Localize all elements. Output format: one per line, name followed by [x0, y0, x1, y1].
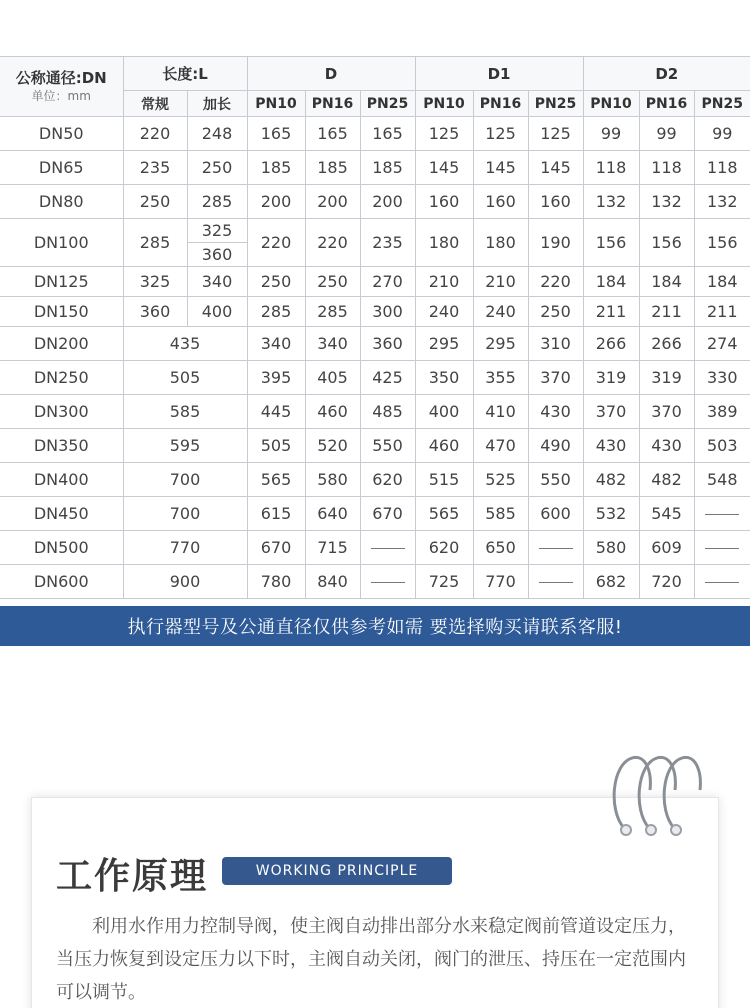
table-cell: 250 [528, 297, 583, 327]
dash-placeholder [705, 514, 739, 515]
table-cell: 118 [694, 151, 750, 185]
table-cell: 300 [360, 297, 415, 327]
notice-banner: 执行器型号及公通直径仅供参考如需 要选择购买请联系客服! [0, 606, 750, 646]
table-cell: 156 [694, 219, 750, 267]
table-cell: 319 [583, 361, 639, 395]
table-cell: 460 [415, 429, 473, 463]
dn-cell: DN50 [0, 117, 123, 151]
table-cell: 609 [639, 531, 694, 565]
table-cell: 670 [247, 531, 305, 565]
table-cell: 725 [415, 565, 473, 599]
length-normal-header: 常规 [123, 91, 187, 117]
table-cell: 285 [247, 297, 305, 327]
dash-placeholder [705, 582, 739, 583]
table-cell: 319 [639, 361, 694, 395]
table-cell: 620 [360, 463, 415, 497]
length-cell: 900 [123, 565, 247, 599]
table-cell: 132 [583, 185, 639, 219]
table-cell: 211 [583, 297, 639, 327]
length-cell: 505 [123, 361, 247, 395]
table-cell [694, 565, 750, 599]
table-cell: 211 [694, 297, 750, 327]
table-cell: 470 [473, 429, 528, 463]
length-normal-cell: 250 [123, 185, 187, 219]
length-long-cell: 360 [187, 243, 247, 267]
table-row [0, 497, 750, 531]
table-row [0, 429, 750, 463]
table-cell: 235 [360, 219, 415, 267]
table-cell: 118 [639, 151, 694, 185]
table-cell: 640 [305, 497, 360, 531]
table-cell: 770 [473, 565, 528, 599]
table-cell: 405 [305, 361, 360, 395]
table-row [0, 327, 750, 361]
length-normal-cell: 235 [123, 151, 187, 185]
section-subtitle-badge: WORKING PRINCIPLE [222, 857, 452, 885]
length-long-cell: 248 [187, 117, 247, 151]
dn-cell: DN100 [0, 219, 123, 267]
length-normal-cell: 360 [123, 297, 187, 327]
table-cell: 780 [247, 565, 305, 599]
table-cell [528, 565, 583, 599]
dn-cell: DN65 [0, 151, 123, 185]
binder-rings-icon [606, 750, 706, 850]
table-cell: 715 [305, 531, 360, 565]
table-cell: 565 [415, 497, 473, 531]
table-cell: 310 [528, 327, 583, 361]
table-cell: 682 [583, 565, 639, 599]
section-body-text: 利用水作用力控制导阀，使主阀自动排出部分水来稳定阀前管道设定压力，当压力恢复到设定压力以下时，主阀自动关闭，阀门的泄压、持压在一定范围内可以调节。 [56, 916, 686, 1003]
table-cell: 565 [247, 463, 305, 497]
table-cell: 295 [415, 327, 473, 361]
table-cell: 520 [305, 429, 360, 463]
table-cell: 395 [247, 361, 305, 395]
dash-placeholder [539, 582, 573, 583]
table-row [0, 267, 750, 297]
length-normal-cell: 285 [123, 219, 187, 267]
table-cell: 360 [360, 327, 415, 361]
table-cell: 545 [639, 497, 694, 531]
table-cell: 550 [528, 463, 583, 497]
table-cell: 145 [473, 151, 528, 185]
pn-header: PN16 [305, 91, 360, 117]
table-cell: 165 [247, 117, 305, 151]
length-long-cell: 325 [187, 219, 247, 243]
table-cell: 615 [247, 497, 305, 531]
table-cell: 580 [583, 531, 639, 565]
d2-header: D2 [583, 57, 750, 91]
table-cell: 250 [247, 267, 305, 297]
table-cell: 585 [473, 497, 528, 531]
table-cell [694, 531, 750, 565]
table-cell: 274 [694, 327, 750, 361]
table-cell [360, 531, 415, 565]
table-row [0, 565, 750, 599]
table-cell: 185 [247, 151, 305, 185]
length-long-cell: 400 [187, 297, 247, 327]
table-cell: 370 [528, 361, 583, 395]
dn-header: 公称通径:DN 单位：mm [0, 57, 123, 117]
length-normal-cell: 325 [123, 267, 187, 297]
table-cell: 165 [360, 117, 415, 151]
table-cell: 185 [360, 151, 415, 185]
table-cell: 389 [694, 395, 750, 429]
table-cell: 505 [247, 429, 305, 463]
table-cell: 190 [528, 219, 583, 267]
table-cell: 295 [473, 327, 528, 361]
length-cell: 595 [123, 429, 247, 463]
table-cell: 548 [694, 463, 750, 497]
table-cell: 210 [415, 267, 473, 297]
table-row [0, 151, 750, 185]
pn-header: PN25 [694, 91, 750, 117]
table-cell: 503 [694, 429, 750, 463]
table-row [0, 117, 750, 151]
pn-header: PN16 [473, 91, 528, 117]
table-cell: 600 [528, 497, 583, 531]
table-cell: 340 [247, 327, 305, 361]
table-cell: 270 [360, 267, 415, 297]
table-cell: 125 [528, 117, 583, 151]
table-cell: 160 [415, 185, 473, 219]
table-cell: 185 [305, 151, 360, 185]
table-cell [694, 497, 750, 531]
table-cell: 240 [415, 297, 473, 327]
length-cell: 585 [123, 395, 247, 429]
table-cell: 650 [473, 531, 528, 565]
dn-cell: DN80 [0, 185, 123, 219]
length-long-cell: 340 [187, 267, 247, 297]
table-cell: 532 [583, 497, 639, 531]
table-cell: 125 [473, 117, 528, 151]
dn-cell: DN450 [0, 497, 123, 531]
table-cell: 132 [694, 185, 750, 219]
length-cell: 700 [123, 463, 247, 497]
table-cell: 220 [528, 267, 583, 297]
table-row [0, 361, 750, 395]
spec-table-container [0, 56, 750, 599]
table-cell: 184 [639, 267, 694, 297]
table-cell: 445 [247, 395, 305, 429]
table-cell: 410 [473, 395, 528, 429]
pn-header: PN25 [360, 91, 415, 117]
length-cell: 700 [123, 497, 247, 531]
table-cell: 482 [583, 463, 639, 497]
dn-cell: DN125 [0, 267, 123, 297]
table-row [0, 219, 750, 243]
table-cell: 211 [639, 297, 694, 327]
table-row [0, 395, 750, 429]
table-cell: 490 [528, 429, 583, 463]
spec-table [0, 56, 750, 599]
dn-cell: DN600 [0, 565, 123, 599]
dn-cell: DN400 [0, 463, 123, 497]
table-cell: 460 [305, 395, 360, 429]
table-cell: 200 [247, 185, 305, 219]
table-cell: 99 [583, 117, 639, 151]
table-cell: 670 [360, 497, 415, 531]
table-cell: 118 [583, 151, 639, 185]
table-cell: 430 [639, 429, 694, 463]
table-cell: 482 [639, 463, 694, 497]
table-cell: 425 [360, 361, 415, 395]
table-cell: 145 [528, 151, 583, 185]
table-cell: 99 [694, 117, 750, 151]
length-normal-cell: 220 [123, 117, 187, 151]
table-row [0, 463, 750, 497]
table-cell: 400 [415, 395, 473, 429]
table-cell: 515 [415, 463, 473, 497]
table-cell: 330 [694, 361, 750, 395]
table-cell: 210 [473, 267, 528, 297]
pn-header: PN16 [639, 91, 694, 117]
dash-placeholder [371, 548, 405, 549]
pn-header: PN10 [583, 91, 639, 117]
table-cell: 370 [583, 395, 639, 429]
pn-header: PN10 [415, 91, 473, 117]
table-cell: 550 [360, 429, 415, 463]
d-header: D [247, 57, 415, 91]
table-cell: 580 [305, 463, 360, 497]
table-cell: 840 [305, 565, 360, 599]
table-cell: 160 [528, 185, 583, 219]
table-row [0, 185, 750, 219]
dn-cell: DN200 [0, 327, 123, 361]
dash-placeholder [705, 548, 739, 549]
table-cell: 620 [415, 531, 473, 565]
table-cell [360, 565, 415, 599]
table-cell: 485 [360, 395, 415, 429]
table-cell: 355 [473, 361, 528, 395]
table-cell: 250 [305, 267, 360, 297]
table-cell: 180 [473, 219, 528, 267]
table-row [0, 297, 750, 327]
dn-cell: DN350 [0, 429, 123, 463]
table-cell: 220 [247, 219, 305, 267]
table-cell: 125 [415, 117, 473, 151]
table-cell: 156 [639, 219, 694, 267]
dn-cell: DN500 [0, 531, 123, 565]
pn-header: PN25 [528, 91, 583, 117]
table-cell: 370 [639, 395, 694, 429]
table-cell: 180 [415, 219, 473, 267]
d1-header: D1 [415, 57, 583, 91]
table-cell: 220 [305, 219, 360, 267]
table-cell: 200 [360, 185, 415, 219]
length-long-cell: 285 [187, 185, 247, 219]
table-cell: 720 [639, 565, 694, 599]
dash-placeholder [371, 582, 405, 583]
table-cell: 266 [583, 327, 639, 361]
table-cell: 200 [305, 185, 360, 219]
table-cell: 430 [528, 395, 583, 429]
dn-cell: DN150 [0, 297, 123, 327]
table-cell: 430 [583, 429, 639, 463]
dn-cell: DN300 [0, 395, 123, 429]
table-cell: 156 [583, 219, 639, 267]
dn-cell: DN250 [0, 361, 123, 395]
section-title: 工作原理 [56, 855, 209, 897]
table-cell: 132 [639, 185, 694, 219]
length-long-cell: 250 [187, 151, 247, 185]
dash-placeholder [539, 548, 573, 549]
table-cell: 340 [305, 327, 360, 361]
table-body [0, 117, 750, 599]
table-cell [528, 531, 583, 565]
table-cell: 160 [473, 185, 528, 219]
table-cell: 525 [473, 463, 528, 497]
table-cell: 184 [694, 267, 750, 297]
table-row [0, 531, 750, 565]
table-header-row [0, 57, 750, 91]
table-cell: 240 [473, 297, 528, 327]
table-cell: 350 [415, 361, 473, 395]
table-cell: 266 [639, 327, 694, 361]
table-cell: 99 [639, 117, 694, 151]
pn-header: PN10 [247, 91, 305, 117]
table-cell: 165 [305, 117, 360, 151]
table-cell: 184 [583, 267, 639, 297]
length-cell: 435 [123, 327, 247, 361]
length-cell: 770 [123, 531, 247, 565]
table-cell: 285 [305, 297, 360, 327]
length-long-header: 加长 [187, 91, 247, 117]
table-cell: 145 [415, 151, 473, 185]
length-header: 长度:L [123, 57, 247, 91]
